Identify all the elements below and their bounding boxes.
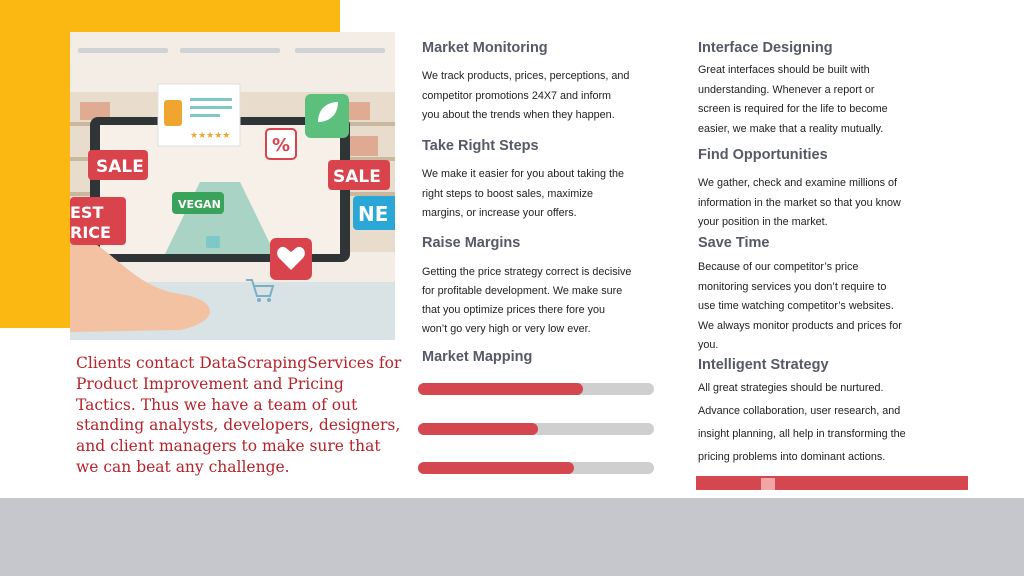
find-opportunities-title: Find Opportunities (698, 147, 828, 163)
save-time-text: Because of our competitor’s price monitoring services you don’t require to use time watching competitor’s websites. We always monitor products and prices for you. (698, 261, 902, 351)
market-monitoring-title: Market Monitoring (422, 40, 548, 56)
progress-bar-2 (418, 423, 654, 435)
best-tag: EST (70, 203, 104, 222)
save-time-section (698, 235, 928, 356)
market-monitoring-text: We track products, prices, perceptions, and competitor promotions 24X7 and inform you about the trends when they happen. (422, 70, 630, 121)
market-mapping-title: Market Mapping (422, 349, 533, 365)
intelligent-strategy-title: Intelligent Strategy (698, 357, 829, 373)
percent-tag: % (272, 135, 291, 156)
sale-left-tag: SALE (96, 157, 144, 177)
clients-caption: Clients contact DataScrapingServices for Product Improvement and Pricing Tactics. Thus we have a team of out standing analysts, developers, designers, and client managers to make sure that we can beat any challenge. (76, 354, 402, 476)
slider-handle[interactable] (761, 478, 775, 490)
footer-band (0, 498, 1024, 576)
slider-track[interactable] (696, 476, 968, 490)
vegan-tag: VEGAN (178, 198, 221, 211)
raise-margins-section (422, 235, 650, 339)
save-time-title: Save Time (698, 235, 770, 251)
take-right-steps-title: Take Right Steps (422, 138, 539, 154)
take-right-steps-section (422, 138, 650, 224)
interface-designing-section (698, 40, 928, 139)
progress-fill-1 (418, 383, 583, 395)
progress-bar-3 (418, 462, 654, 474)
sale-right-tag: SALE (333, 167, 381, 187)
raise-margins-title: Raise Margins (422, 235, 521, 251)
rating-stars-text: ★★★★★ (190, 131, 231, 141)
interface-designing-text: Great interfaces should be built with understanding. Whenever a report or screen is required for the life to become easier, we make that a reality mutually. (698, 64, 888, 135)
raise-margins-text: Getting the price strategy correct is decisive for profitable development. We make sure that you optimize prices there fore you won’t go very high or very low ever. (422, 266, 632, 335)
progress-fill-3 (418, 462, 574, 474)
market-monitoring-section (422, 40, 650, 126)
interface-designing-title: Interface Designing (698, 40, 833, 56)
supermarket-illustration (70, 32, 395, 340)
find-opportunities-section (698, 147, 928, 233)
take-right-steps-text: We make it easier for you about taking the right steps to boost sales, maximize margins, or increase your offers. (422, 168, 625, 219)
market-mapping-section (422, 349, 650, 365)
intelligent-strategy-text: All great strategies should be nurtured. Advance collaboration, user research, and insight planning, all help in transforming the pricing problems into dominant actions. (698, 382, 906, 463)
new-tag: NE (358, 202, 389, 226)
intelligent-strategy-section (698, 357, 928, 469)
progress-fill-2 (418, 423, 538, 435)
find-opportunities-text: We gather, check and examine millions of information in the market so that you know your position in the market. (698, 177, 901, 228)
progress-bar-1 (418, 383, 654, 395)
price-tag: RICE (70, 223, 111, 242)
